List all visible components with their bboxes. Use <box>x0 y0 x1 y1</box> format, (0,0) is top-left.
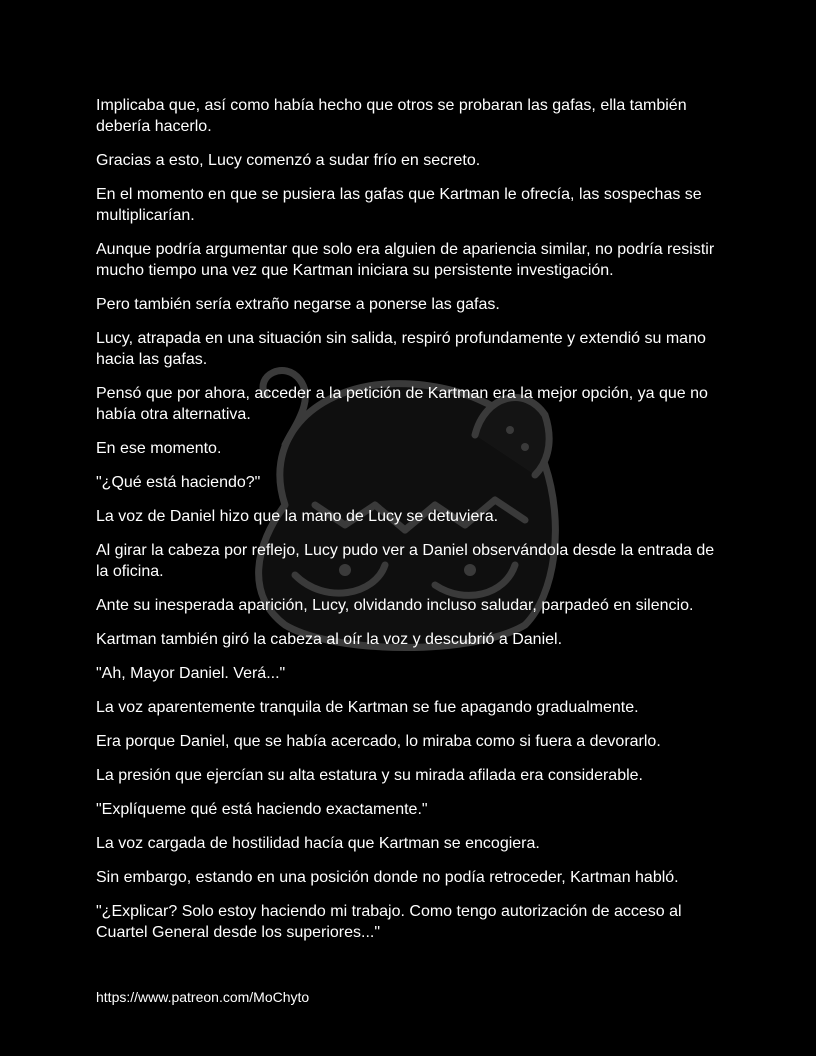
paragraph <box>96 184 736 226</box>
patreon-link[interactable]: https://www.patreon.com/MoChyto <box>96 989 310 1005</box>
paragraph-line: debería hacerlo. <box>96 118 212 135</box>
paragraph <box>96 833 736 854</box>
paragraph <box>96 799 736 820</box>
paragraph-line: Aunque podría argumentar que solo era alguien de apariencia similar, no podría resistir <box>96 241 715 258</box>
paragraph-line: Pero también sería extraño negarse a ponerse las gafas. <box>96 296 500 313</box>
paragraph <box>96 901 736 943</box>
paragraph-line: La voz cargada de hostilidad hacía que Kartman se encogiera. <box>96 835 540 852</box>
paragraph <box>96 328 736 370</box>
paragraph <box>96 150 736 171</box>
paragraph-line: En el momento en que se pusiera las gafas que Kartman le ofrecía, las sospechas se <box>96 186 702 203</box>
paragraph-line: Cuartel General desde los superiores..." <box>96 924 381 941</box>
paragraph-line: Lucy, atrapada en una situación sin salida, respiró profundamente y extendió su mano <box>96 330 706 347</box>
paragraph <box>96 697 736 718</box>
paragraph <box>96 239 736 281</box>
paragraph-line: La voz aparentemente tranquila de Kartman se fue apagando gradualmente. <box>96 699 639 716</box>
paragraph-line: La voz de Daniel hizo que la mano de Lucy se detuviera. <box>96 508 499 525</box>
paragraph-line: la oficina. <box>96 563 164 580</box>
paragraph <box>96 629 736 650</box>
paragraph-line: "¿Qué está haciendo?" <box>96 474 261 491</box>
paragraph <box>96 765 736 786</box>
paragraph-line: multiplicarían. <box>96 207 195 224</box>
paragraph <box>96 595 736 616</box>
paragraph-line: había otra alternativa. <box>96 406 251 423</box>
paragraph-line: "Ah, Mayor Daniel. Verá..." <box>96 665 286 682</box>
paragraph-line: Era porque Daniel, que se había acercado, lo miraba como si fuera a devorarlo. <box>96 733 661 750</box>
paragraph-line: Gracias a esto, Lucy comenzó a sudar frío en secreto. <box>96 152 481 169</box>
paragraph <box>96 438 736 459</box>
paragraph <box>96 506 736 527</box>
paragraph-line: En ese momento. <box>96 440 222 457</box>
paragraph-line: mucho tiempo una vez que Kartman iniciara su persistente investigación. <box>96 262 614 279</box>
paragraph <box>96 663 736 684</box>
paragraph-line: "¿Explicar? Solo estoy haciendo mi trabajo. Como tengo autorización de acceso al <box>96 903 682 920</box>
paragraph-line: "Explíqueme qué está haciendo exactamente." <box>96 801 428 818</box>
paragraph <box>96 731 736 752</box>
paragraph-line: Sin embargo, estando en una posición donde no podía retroceder, Kartman habló. <box>96 869 679 886</box>
paragraph <box>96 540 736 582</box>
paragraph-line: La presión que ejercían su alta estatura y su mirada afilada era considerable. <box>96 767 643 784</box>
paragraph <box>96 867 736 888</box>
paragraph-line: Pensó que por ahora, acceder a la petición de Kartman era la mejor opción, ya que no <box>96 385 708 402</box>
paragraph-line: Ante su inesperada aparición, Lucy, olvidando incluso saludar, parpadeó en silencio. <box>96 597 694 614</box>
document-body <box>96 95 736 956</box>
paragraph <box>96 383 736 425</box>
paragraph-line: hacia las gafas. <box>96 351 208 368</box>
paragraph <box>96 472 736 493</box>
paragraph-line: Implicaba que, así como había hecho que otros se probaran las gafas, ella también <box>96 97 687 114</box>
paragraph-line: Kartman también giró la cabeza al oír la voz y descubrió a Daniel. <box>96 631 563 648</box>
paragraph <box>96 294 736 315</box>
paragraph <box>96 95 736 137</box>
paragraph-line: Al girar la cabeza por reflejo, Lucy pudo ver a Daniel observándola desde la entrada de <box>96 542 715 559</box>
